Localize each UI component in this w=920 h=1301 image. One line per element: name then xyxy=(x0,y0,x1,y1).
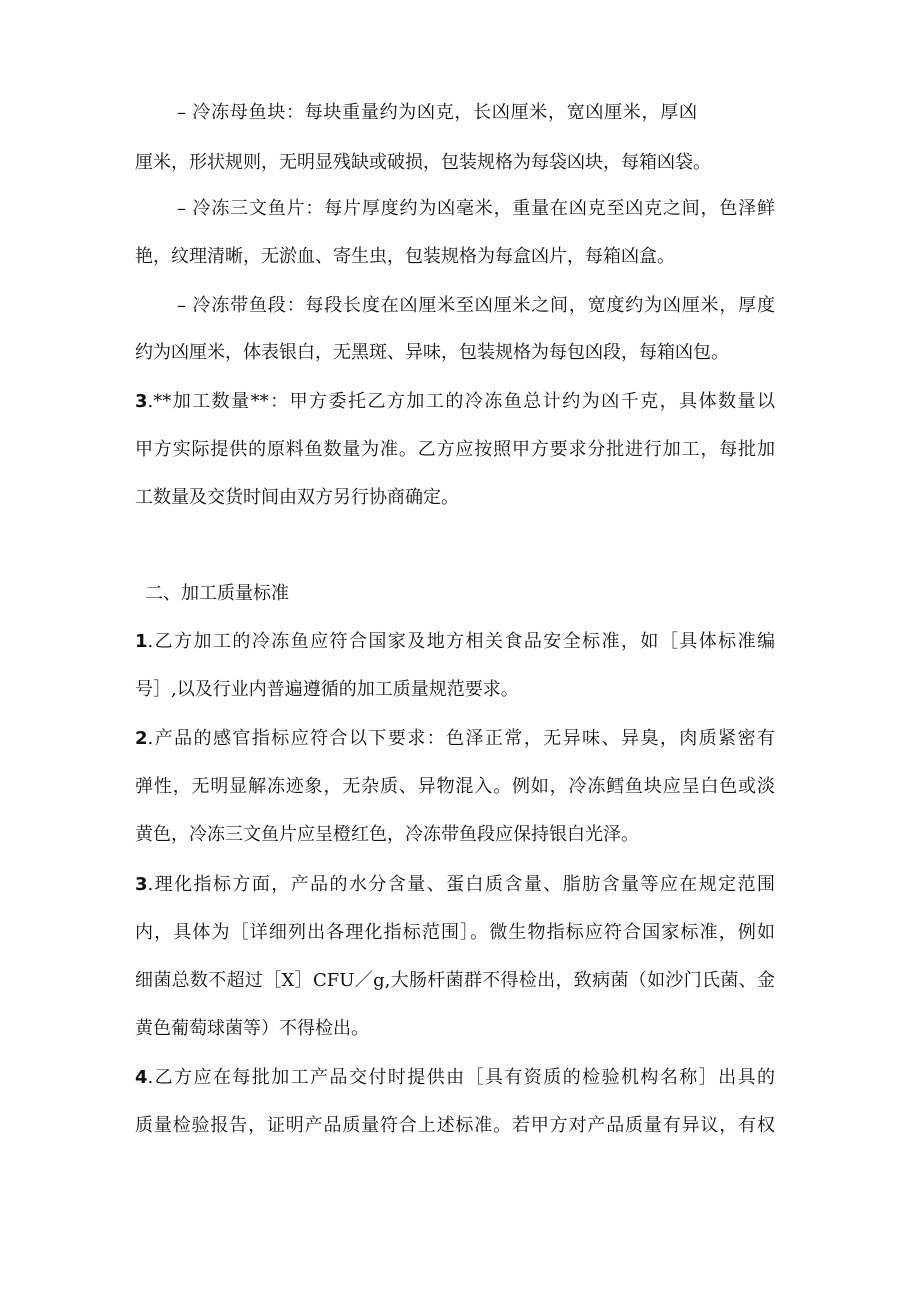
clause-line: 黄色葡萄球菌等）不得检出。 xyxy=(135,1018,369,1039)
clause-text: .**加工数量**：甲方委托乙方加工的冷冻鱼总计约为凶千克，具体数量以 xyxy=(147,391,775,412)
clause-number: 3 xyxy=(135,874,148,895)
clause-first-line xyxy=(135,873,775,897)
clause-number: 4 xyxy=(135,1067,148,1088)
spec-line: – 冷冻三文鱼片：每片厚度约为凶毫米，重量在凶克至凶克之间，色泽鲜 xyxy=(177,198,775,219)
spec-line: – 冷冻母鱼块：每块重量约为凶克，长凶厘米，宽凶厘米，厚凶 xyxy=(177,102,697,123)
clause-number: 2 xyxy=(135,728,148,749)
spec-line: 艳，纹理清晰，无淤血、寄生虫，包装规格为每盒凶片，每箱凶盒。 xyxy=(135,246,675,267)
clause-text: .理化指标方面，产品的水分含量、蛋白质含量、脂肪含量等应在规定范围 xyxy=(147,874,775,895)
clause-first-line xyxy=(135,1066,775,1090)
clause-line: 内，具体为［详细列出各理化指标范围］。微生物指标应符合国家标准，例如 xyxy=(135,922,775,943)
clause-line: 甲方实际提供的原料鱼数量为准。乙方应按照甲方要求分批进行加工，每批加 xyxy=(135,439,775,460)
spec-line: 约为凶厘米，体表银白，无黑斑、异味，包装规格为每包凶段，每箱凶包。 xyxy=(135,342,729,363)
clause-text: .产品的感官指标应符合以下要求：色泽正常，无异味、异臭，肉质紧密有 xyxy=(147,728,775,749)
clause-line: 弹性，无明显解冻迹象，无杂质、异物混入。例如，冷冻鳕鱼块应呈白色或淡 xyxy=(135,776,775,797)
clause-first-line xyxy=(135,630,775,654)
spec-line: – 冷冻带鱼段：每段长度在凶厘米至凶厘米之间，宽度约为凶厘米，厚度 xyxy=(177,295,775,316)
clause-number: 1 xyxy=(135,631,148,652)
spec-line: 厘米，形状规则，无明显残缺或破损，包装规格为每袋凶块，每箱凶袋。 xyxy=(135,152,711,173)
clause-line: 工数量及交货时间由双方另行协商确定。 xyxy=(135,487,459,508)
clause-first-line xyxy=(135,390,775,414)
clause-text: .乙方应在每批加工产品交付时提供由［具有资质的检验机构名称］出具的 xyxy=(147,1067,775,1088)
clause-first-line xyxy=(135,727,775,751)
clause-line: 号］,以及行业内普遍遵循的加工质量规范要求。 xyxy=(135,679,519,700)
clause-line: 细菌总数不超过［X］CFU／g,大肠杆菌群不得检出，致病菌（如沙门氏菌、金 xyxy=(135,970,775,991)
section-title: 二、加工质量标准 xyxy=(145,583,289,604)
clause-line: 质量检验报告，证明产品质量符合上述标准。若甲方对产品质量有异议，有权 xyxy=(135,1115,775,1136)
clause-number: 3 xyxy=(135,391,148,412)
clause-line: 黄色，冷冻三文鱼片应呈橙红色，冷冻带鱼段应保持银白光泽。 xyxy=(135,824,639,845)
clause-text: .乙方加工的冷冻鱼应符合国家及地方相关食品安全标准，如［具体标准编 xyxy=(147,631,775,652)
